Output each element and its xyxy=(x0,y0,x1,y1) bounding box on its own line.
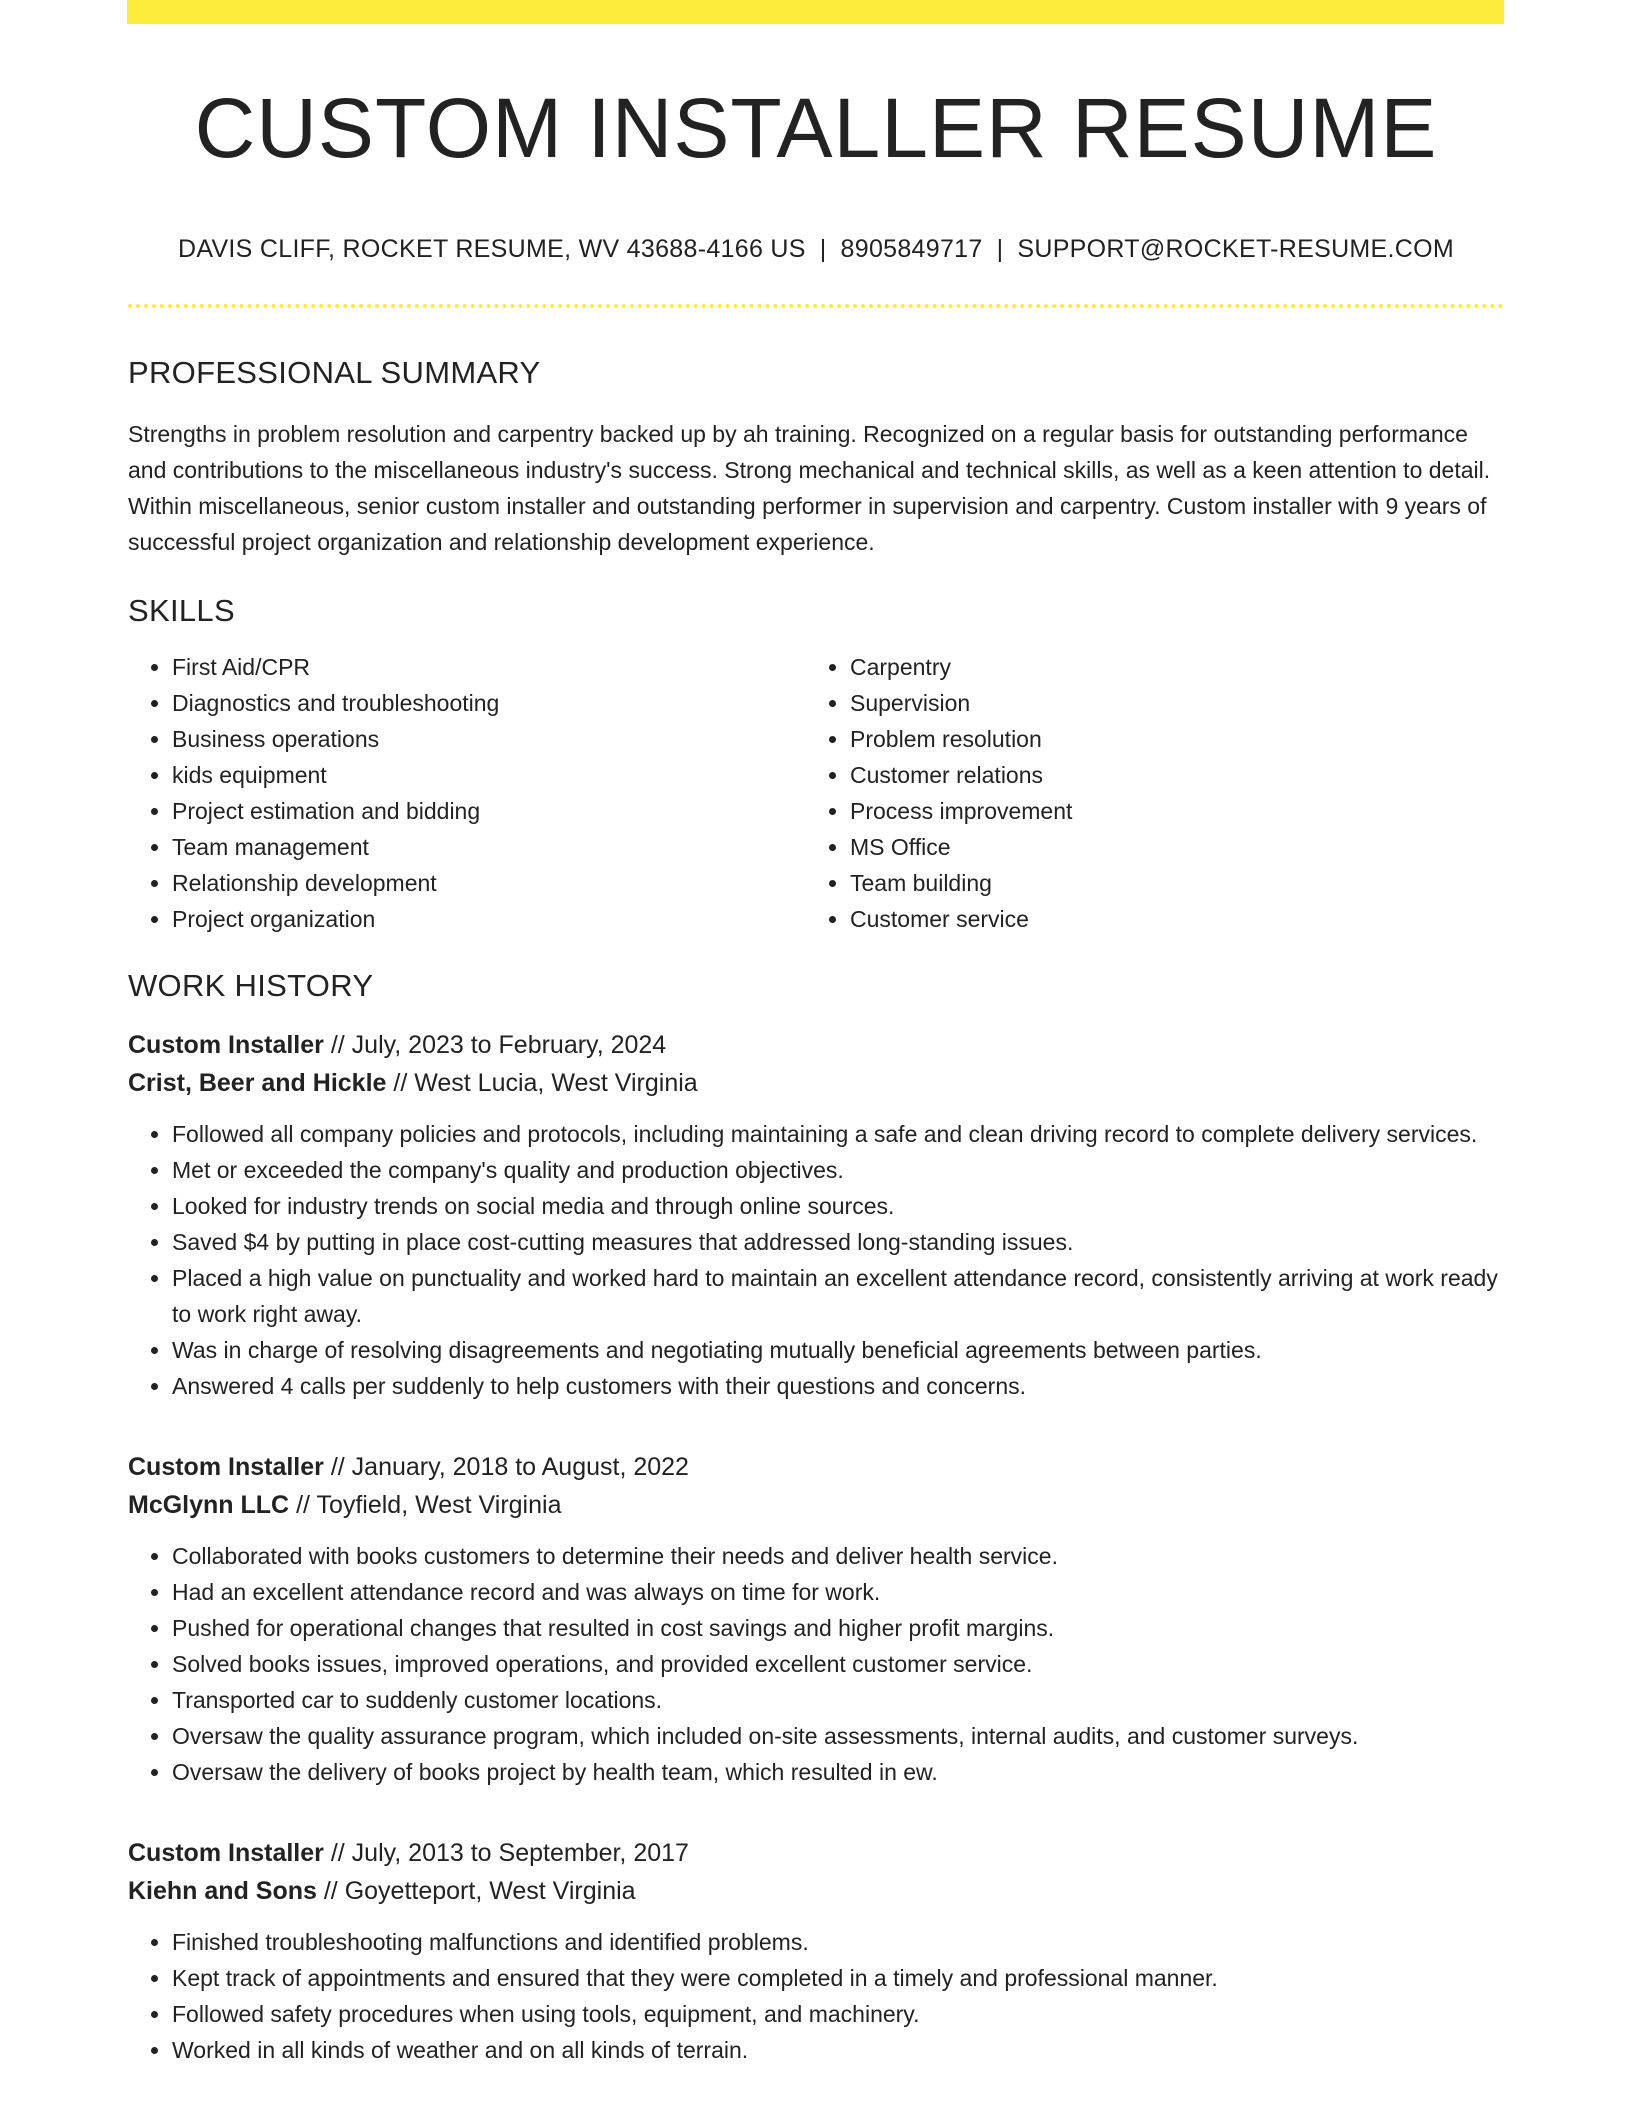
summary-text: Strengths in problem resolution and carpentry backed up by ah training. Recognized on a regular basis for outstanding performance and contributions to the miscellaneous industry's success. Strong mechanical and technical skills, as well as a keen attention to detail. Within miscellaneous, senior custom installer and outstanding performer in supervision and carpentry. Custom installer with 9 years of successful project organization and relationship development experience. xyxy=(128,420,1491,555)
job-bullet: • Transported car to suddenly customer locations. xyxy=(172,1682,1504,1718)
job-location: // West Lucia, West Virginia xyxy=(393,1068,698,1097)
job-company-line xyxy=(128,1486,1504,1524)
contact-address: DAVIS CLIFF, ROCKET RESUME, WV 43688-4166 US xyxy=(177,235,806,264)
skill-item: • Customer service xyxy=(850,901,1484,937)
skills-heading: SKILLS xyxy=(128,592,235,628)
job-bullet: • Solved books issues, improved operations, and provided excellent customer service. xyxy=(172,1646,1504,1682)
job-title-line xyxy=(128,1026,1504,1064)
job-bullet: • Oversaw the quality assurance program, which included on-site assessments, internal audits, and customer surveys. xyxy=(172,1718,1504,1754)
work-history-heading: WORK HISTORY xyxy=(128,967,374,1003)
job-bullet: • Collaborated with books customers to determine their needs and deliver health service. xyxy=(172,1538,1504,1574)
job-bullets xyxy=(128,1116,1504,1404)
contact-email: SUPPORT@ROCKET-RESUME.COM xyxy=(1017,235,1455,264)
skill-item: • Team building xyxy=(850,865,1484,901)
skills-column-left xyxy=(128,649,806,937)
skill-item: • First Aid/CPR xyxy=(172,649,806,685)
job-bullet: • Placed a high value on punctuality and worked hard to maintain an excellent attendance record, consistently arriving at work ready to work right away. xyxy=(172,1260,1504,1332)
job-dates: // July, 2023 to February, 2024 xyxy=(330,1030,667,1059)
job-company: Kiehn and Sons xyxy=(128,1876,317,1905)
job-bullet: • Saved $4 by putting in place cost-cutting measures that addressed long-standing issues. xyxy=(172,1224,1504,1260)
job-bullets xyxy=(128,1538,1504,1790)
resume-title: CUSTOM INSTALLER RESUME xyxy=(194,81,1438,175)
job-bullets xyxy=(128,1924,1504,2068)
skills-column-right xyxy=(806,649,1484,937)
summary-heading: PROFESSIONAL SUMMARY xyxy=(128,355,541,391)
job-entry xyxy=(128,1834,1504,2068)
skill-item: • Business operations xyxy=(172,721,806,757)
job-company: Crist, Beer and Hickle xyxy=(128,1068,387,1097)
job-dates: // January, 2018 to August, 2022 xyxy=(330,1452,689,1481)
job-dates: // July, 2013 to September, 2017 xyxy=(330,1838,689,1867)
job-title: Custom Installer xyxy=(128,1838,324,1867)
job-bullet: • Met or exceeded the company's quality and production objectives. xyxy=(172,1152,1504,1188)
job-title-line xyxy=(128,1834,1504,1872)
job-bullet: • Looked for industry trends on social media and through online sources. xyxy=(172,1188,1504,1224)
skill-item: • kids equipment xyxy=(172,757,806,793)
job-bullet: • Was in charge of resolving disagreements and negotiating mutually beneficial agreements between parties. xyxy=(172,1332,1504,1368)
job-title: Custom Installer xyxy=(128,1030,324,1059)
job-bullet: • Pushed for operational changes that resulted in cost savings and higher profit margins. xyxy=(172,1610,1504,1646)
job-bullet: • Followed safety procedures when using tools, equipment, and machinery. xyxy=(172,1996,1504,2032)
skills-list xyxy=(128,649,1504,937)
contact-separator: | xyxy=(819,235,827,264)
contact-phone: 8905849717 xyxy=(840,235,983,264)
job-bullet: • Oversaw the delivery of books project by health team, which resulted in ew. xyxy=(172,1754,1504,1790)
skill-item: • Diagnostics and troubleshooting xyxy=(172,685,806,721)
job-bullet: • Followed all company policies and protocols, including maintaining a safe and clean driving record to complete delivery services. xyxy=(172,1116,1504,1152)
job-title: Custom Installer xyxy=(128,1452,324,1481)
skill-item: • Supervision xyxy=(850,685,1484,721)
skill-item: • Project organization xyxy=(172,901,806,937)
resume-content xyxy=(128,24,1504,2068)
job-bullet: • Kept track of appointments and ensured that they were completed in a timely and professional manner. xyxy=(172,1960,1504,1996)
job-company-line xyxy=(128,1872,1504,1910)
skill-item: • MS Office xyxy=(850,829,1484,865)
skill-item: • Relationship development xyxy=(172,865,806,901)
job-location: // Goyetteport, West Virginia xyxy=(323,1876,636,1905)
job-bullet: • Worked in all kinds of weather and on all kinds of terrain. xyxy=(172,2032,1504,2068)
skill-item: • Team management xyxy=(172,829,806,865)
contact-line xyxy=(128,234,1504,264)
dotted-divider xyxy=(128,304,1504,308)
job-entry xyxy=(128,1026,1504,1404)
job-bullet: • Had an excellent attendance record and was always on time for work. xyxy=(172,1574,1504,1610)
job-location: // Toyfield, West Virginia xyxy=(296,1490,562,1519)
skill-item: • Process improvement xyxy=(850,793,1484,829)
job-bullet: • Finished troubleshooting malfunctions and identified problems. xyxy=(172,1924,1504,1960)
skill-item: • Project estimation and bidding xyxy=(172,793,806,829)
job-bullet: • Answered 4 calls per suddenly to help customers with their questions and concerns. xyxy=(172,1368,1504,1404)
skill-item: • Carpentry xyxy=(850,649,1484,685)
skill-item: • Customer relations xyxy=(850,757,1484,793)
accent-top-bar xyxy=(127,0,1504,24)
job-entry xyxy=(128,1448,1504,1790)
skill-item: • Problem resolution xyxy=(850,721,1484,757)
job-company: McGlynn LLC xyxy=(128,1490,290,1519)
job-title-line xyxy=(128,1448,1504,1486)
job-company-line xyxy=(128,1064,1504,1102)
contact-separator: | xyxy=(996,235,1004,264)
